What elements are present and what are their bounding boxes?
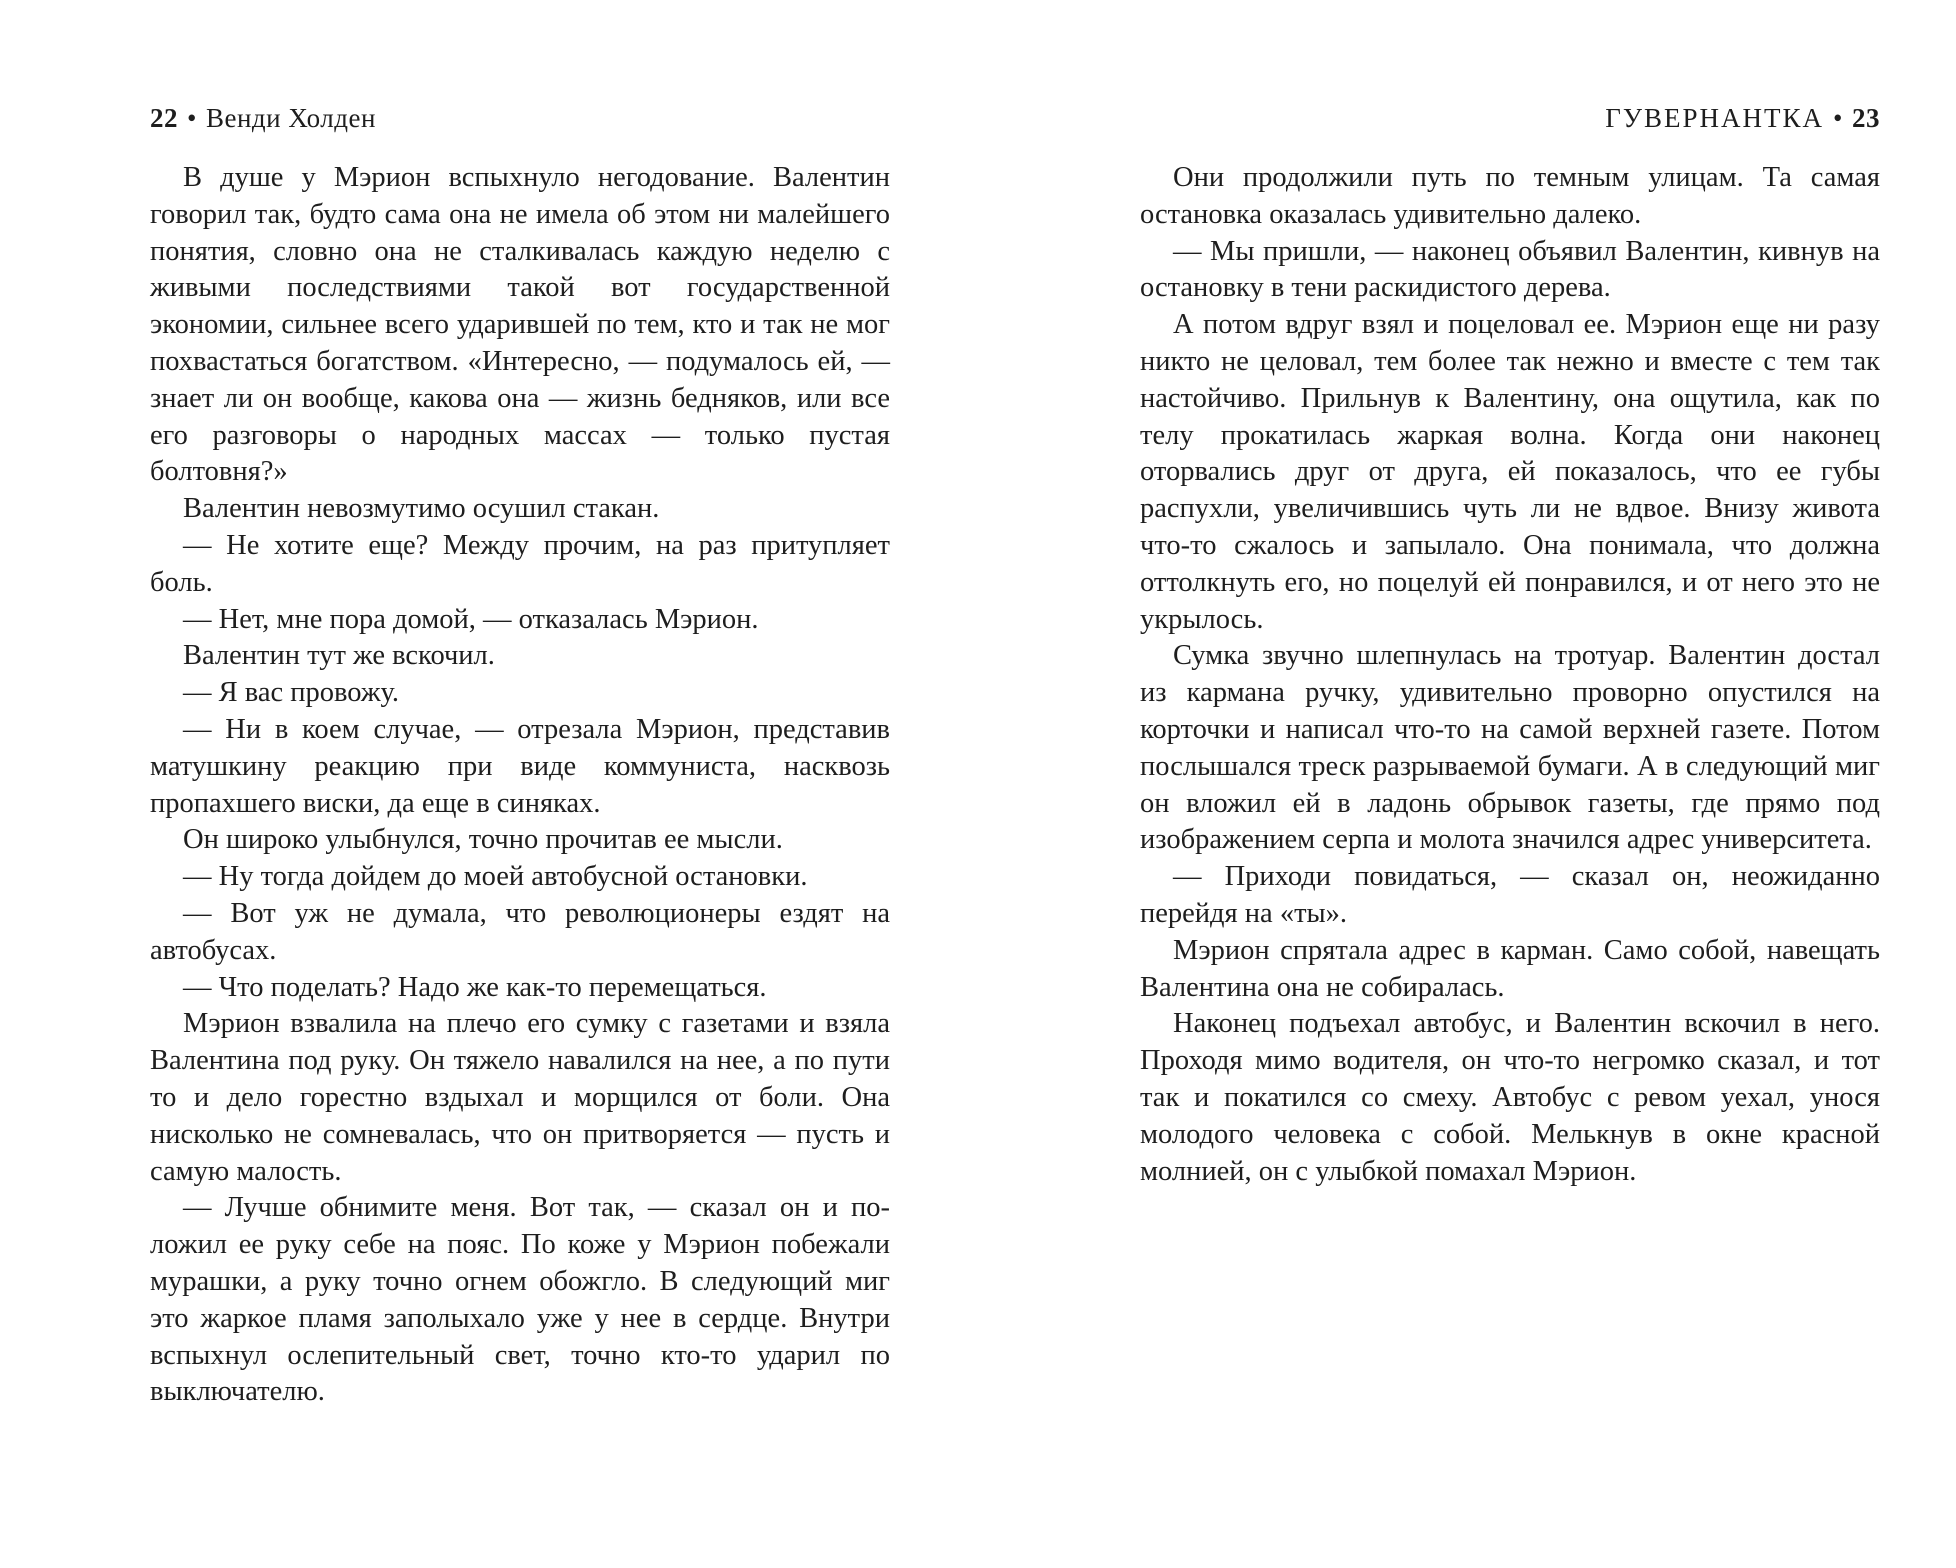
left-header-separator: •: [187, 103, 197, 133]
paragraph: Сумка звучно шлепнулась на тротуар. Валентин достал из кармана ручку, удивительно проворно опустился на корточки и написал что-то на самой верхней газете. Потом послышался треск разрываемой бумаги. А в следующий миг он вложил ей в ладонь обрывок газеты, где прямо под изображением серпа и молота значился адрес университета.: [1140, 640, 1880, 856]
paragraph: Мэрион взвалила на плечо его сумку с газетами и взяла Валентина под руку. Он тяжело навалился на нее, а по пути то и дело горестно вздыхал и морщился от боли. Она нисколько не сомневалась, что он притворяется — пусть и самую малость.: [150, 1008, 890, 1187]
author-name: Венди Холден: [205, 103, 376, 133]
paragraph: — Я вас провожу.: [183, 677, 400, 709]
book-title: ГУВЕРНАНТКА: [1605, 103, 1825, 133]
paragraph: Они продолжили путь по темным улицам. Та самая остановка оказалась удивительно далеко.: [1140, 162, 1880, 230]
left-page-number: 22: [150, 103, 178, 133]
paragraph: — Вот уж не думала, что революционеры ездят на автобусах.: [150, 897, 890, 966]
paragraph: — Приходи повидаться, — сказал он, неожиданно перейдя на «ты».: [1140, 861, 1880, 929]
right-running-head: [1140, 98, 1880, 138]
paragraph: Он широко улыбнулся, точно прочитав ее мысли.: [183, 824, 783, 856]
right-page: [1140, 0, 1880, 1568]
right-header-separator: •: [1833, 103, 1843, 133]
paragraph: — Ну тогда дойдем до моей автобусной остановки.: [183, 861, 808, 893]
paragraph: Валентин невозмутимо осушил стакан.: [183, 493, 660, 525]
right-body-text: [1140, 160, 1880, 1190]
paragraph: Мэрион спрятала адрес в карман. Само собой, навещать Валентина она не собиралась.: [1140, 934, 1880, 1003]
left-page: [150, 0, 890, 1568]
paragraph: — Не хотите еще? Между прочим, на раз притупляет боль.: [150, 529, 890, 598]
paragraph: — Ни в коем случае, — отрезала Мэрион, представив матушкину реакцию при виде коммуниста, насквозь пропахшего виски, да еще в синяках.: [150, 713, 890, 819]
paragraph: — Нет, мне пора домой, — отказалась Мэрион.: [183, 603, 759, 635]
right-page-number: 23: [1852, 103, 1880, 133]
paragraph: — Лучше обнимите меня. Вот так, — сказал он и положил ее руку себе на пояс. По коже у Мэрион побежали мурашки, а руку точно огнем обожгло. В следующий миг это жаркое пламя заполыхало уже у нее в сердце. Внутри вспыхнул ослепительный свет, точно кто-то ударил по выключателю.: [150, 1192, 890, 1408]
left-body-text: [150, 160, 890, 1411]
left-running-head: [150, 98, 890, 138]
paragraph: В душе у Мэрион вспыхнуло негодование. Валентин говорил так, будто сама она не имела об этом ни малейшего понятия, словно она не сталкивалась каждую неделю с живыми последствиями такой вот государственной экономии, сильнее всего ударившей по тем, кто и так не мог похвастаться богатством. «Интересно, — подумалось ей, — знает ли он вообще, какова она — жизнь бедняков, или все его разговоры о народных массах — только пустая болтовня?»: [150, 162, 890, 488]
paragraph: А потом вдруг взял и поцеловал ее. Мэрион еще ни разу никто не целовал, тем более так нежно и вместе с тем так настойчиво. Прильнув к Валентину, она ощутила, как по телу прокатилась жаркая волна. Когда они наконец оторвались друг от друга, ей показалось, что ее губы распухли, увеличившись чуть ли не вдвое. Внизу живота что-то сжалось и запылало. Она понимала, что должна оттолкнуть его, но поцелуй ей понравился, и от него это не укрылось.: [1140, 309, 1880, 635]
paragraph: Валентин тут же вскочил.: [183, 640, 495, 672]
paragraph: — Мы пришли, — наконец объявил Валентин, кивнув на остановку в тени раскидистого дерева.: [1140, 235, 1880, 304]
paragraph: — Что поделать? Надо же как-то перемещаться.: [183, 971, 767, 1003]
paragraph: Наконец подъехал автобус, и Валентин вскочил в него. Проходя мимо водителя, он что-то негромко сказал, и тот так и покатился со смеху. Автобус с ревом уехал, унося молодого человека с собой. Мелькнув в окне красной молнией, он с улыбкой помахал Мэрион.: [1140, 1008, 1880, 1187]
